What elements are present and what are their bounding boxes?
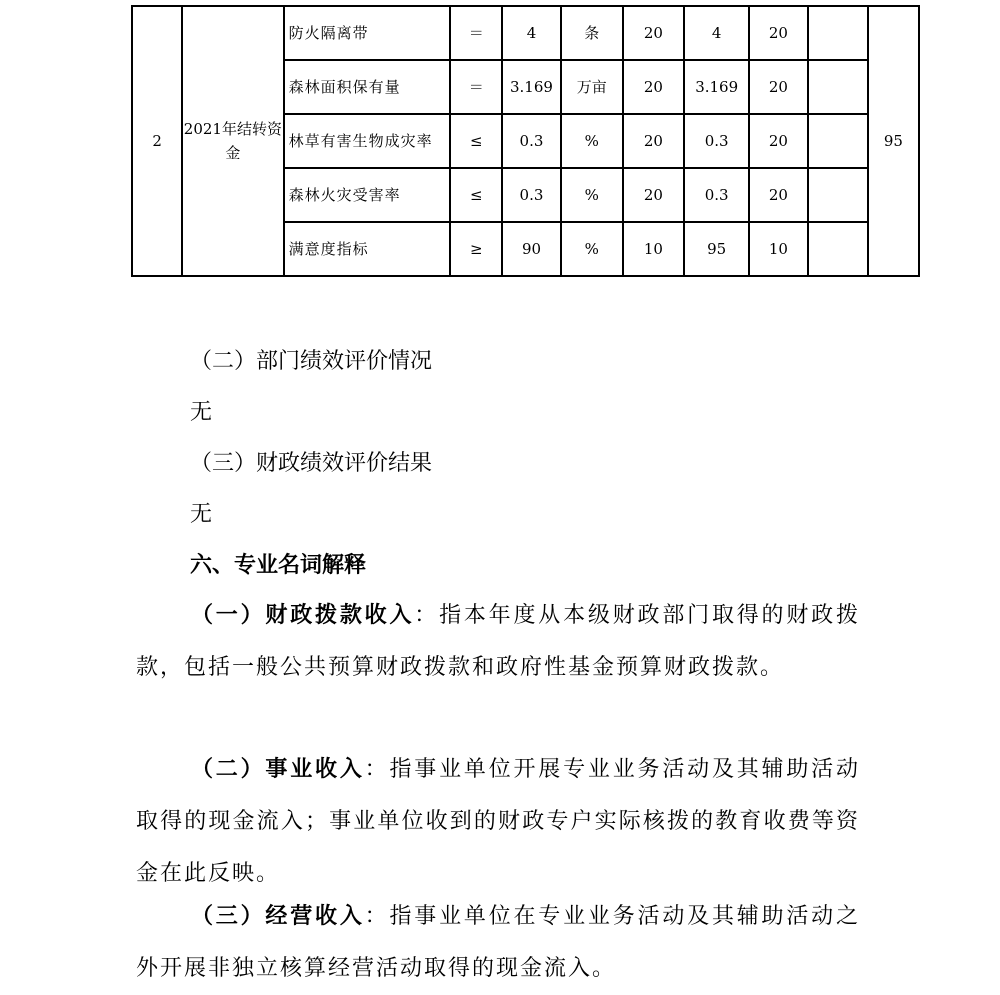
operator-cell: ≤	[450, 168, 502, 222]
score-cell: 20	[749, 114, 807, 168]
weight-cell: 10	[623, 222, 684, 276]
weight-cell: 20	[623, 114, 684, 168]
definition-fiscal-appropriation	[136, 589, 860, 694]
unit-cell: 万亩	[561, 60, 623, 114]
weight-cell: 20	[623, 168, 684, 222]
operator-cell: ＝	[450, 60, 502, 114]
actual-cell: 0.3	[684, 168, 749, 222]
actual-cell: 4	[684, 6, 749, 60]
actual-cell: 0.3	[684, 114, 749, 168]
note-cell	[808, 114, 868, 168]
definition-text: ：指事业单位开展专业业务活动及其辅助活动取得的现金流入；事业单位收到的财政专户实际核拨的教育收费等资金在此反映。	[136, 757, 860, 886]
definition-operating-income	[136, 890, 860, 995]
seq-cell: 2	[132, 6, 182, 276]
target-cell: 90	[502, 222, 560, 276]
unit-cell: %	[561, 114, 623, 168]
note-cell	[808, 168, 868, 222]
unit-cell: %	[561, 168, 623, 222]
indicator-cell: 森林火灾受害率	[284, 168, 451, 222]
project-cell: 2021年结转资金	[182, 6, 283, 276]
definition-business-income	[136, 743, 860, 900]
operator-cell: ＝	[450, 6, 502, 60]
section-body-dept-evaluation: 无	[190, 400, 213, 425]
score-cell: 10	[749, 222, 807, 276]
weight-cell: 20	[623, 60, 684, 114]
definition-text: ：指事业单位在专业业务活动及其辅助活动之外开展非独立核算经营活动取得的现金流入。	[136, 904, 860, 981]
definition-term: （三）经营收入	[191, 903, 365, 929]
operator-cell: ≥	[450, 222, 502, 276]
table-row	[132, 6, 919, 60]
indicator-cell: 林草有害生物成灾率	[284, 114, 451, 168]
total-score-cell: 95	[868, 6, 919, 276]
score-cell: 20	[749, 60, 807, 114]
target-cell: 4	[502, 6, 560, 60]
definition-text: ：指本年度从本级财政部门取得的财政拨款，包括一般公共预算财政拨款和政府性基金预算财政拨款。	[136, 603, 860, 680]
section-heading-glossary: 六、专业名词解释	[190, 552, 367, 578]
section-heading-finance-evaluation: （三）财政绩效评价结果	[190, 451, 433, 476]
score-cell: 20	[749, 168, 807, 222]
target-cell: 0.3	[502, 114, 560, 168]
indicator-cell: 满意度指标	[284, 222, 451, 276]
operator-cell: ≤	[450, 114, 502, 168]
indicator-cell: 防火隔离带	[284, 6, 451, 60]
weight-cell: 20	[623, 6, 684, 60]
actual-cell: 95	[684, 222, 749, 276]
target-cell: 0.3	[502, 168, 560, 222]
note-cell	[808, 6, 868, 60]
note-cell	[808, 60, 868, 114]
note-cell	[808, 222, 868, 276]
score-cell: 20	[749, 6, 807, 60]
performance-table	[131, 5, 920, 277]
unit-cell: %	[561, 222, 623, 276]
unit-cell: 条	[561, 6, 623, 60]
section-heading-dept-evaluation: （二）部门绩效评价情况	[190, 349, 433, 374]
actual-cell: 3.169	[684, 60, 749, 114]
section-body-finance-evaluation: 无	[190, 502, 213, 527]
indicator-cell: 森林面积保有量	[284, 60, 451, 114]
definition-term: （二）事业收入	[191, 756, 365, 782]
target-cell: 3.169	[502, 60, 560, 114]
definition-term: （一）财政拨款收入	[191, 602, 415, 628]
